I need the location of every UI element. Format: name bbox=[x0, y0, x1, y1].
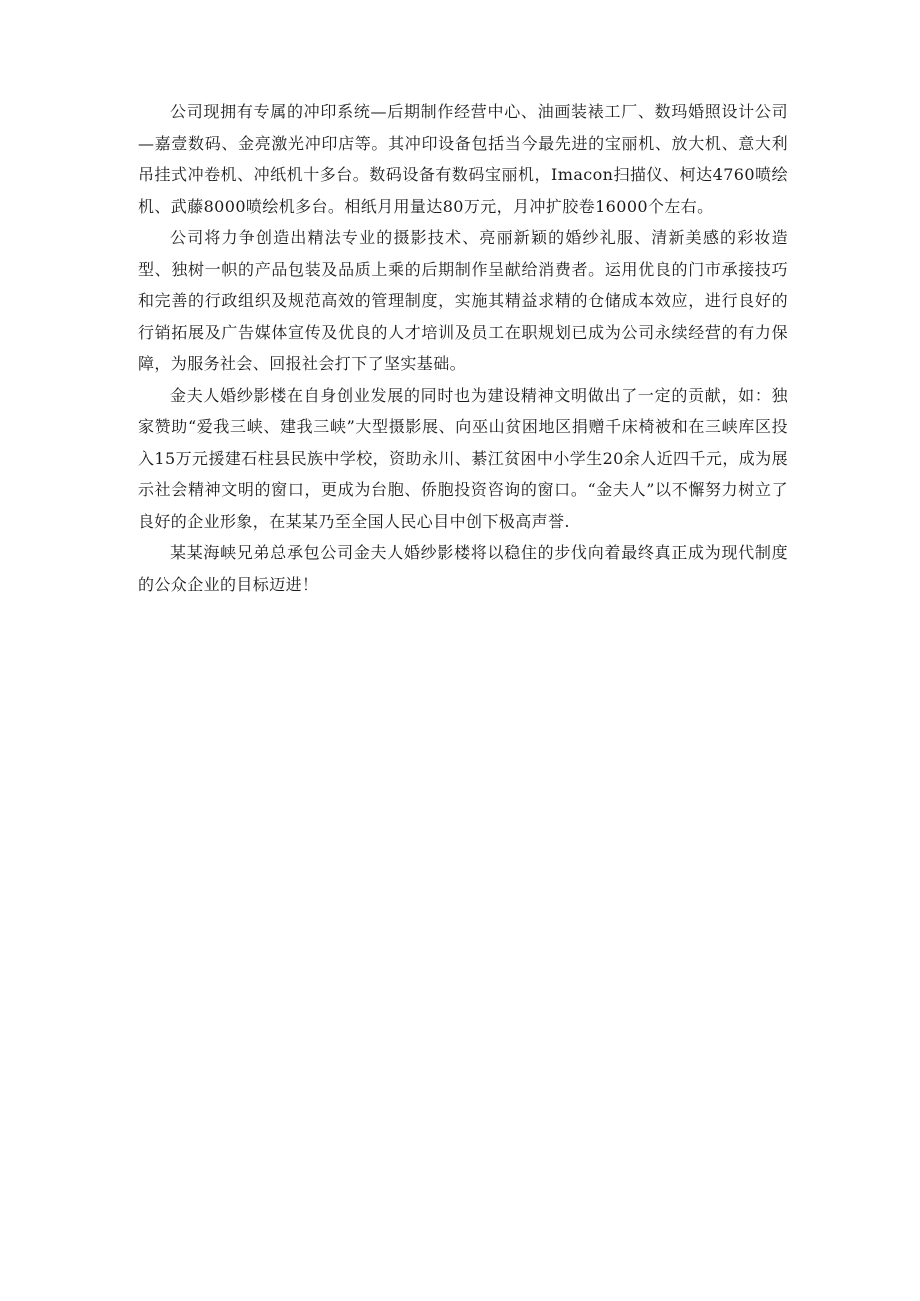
document-body bbox=[138, 96, 788, 600]
paragraph-contribution: 金夫人婚纱影楼在自身创业发展的同时也为建设精神文明做出了一定的贡献，如：独家赞助“爱我三峡、建我三峡”大型摄影展、向巫山贫困地区捐赠千床椅被和在三峡库区投入15万元援建石柱县民族中学校，资助永川、綦江贫困中小学生20余人近四千元，成为展示社会精神文明的窗口，更成为台胞、侨胞投资咨询的窗口。“金夫人”以不懈努力树立了良好的企业形象，在某某乃至全国人民心目中创下极高声誉. bbox=[138, 385, 788, 531]
paragraph-goal: 某某海峡兄弟总承包公司金夫人婚纱影楼将以稳住的步伐向着最终真正成为现代制度的公众企业的目标迈进！ bbox=[138, 543, 788, 594]
paragraph-equipment: 公司现拥有专属的冲印系统—后期制作经营中心、油画装裱工厂、数玛婚照设计公司—嘉壹数码、金亮激光冲印店等。其冲印设备包括当今最先进的宝丽机、放大机、意大利吊挂式冲卷机、冲纸机十多台。数码设备有数码宝丽机，Imacon扫描仪、柯达4760喷绘机、武藤8000喷绘机多台。相纸月用量达80万元，月冲扩胶卷16000个左右。 bbox=[138, 102, 788, 216]
paragraph-mission: 公司将力争创造出精法专业的摄影技术、亮丽新颖的婚纱礼服、清新美感的彩妆造型、独树一帜的产品包装及品质上乘的后期制作呈献给消费者。运用优良的门市承接技巧和完善的行政组织及规范高效的管理制度，实施其精益求精的仓储成本效应，进行良好的行销拓展及广告媒体宣传及优良的人才培训及员工在职规划已成为公司永续经营的有力保障，为服务社会、回报社会打下了坚实基础。 bbox=[138, 228, 788, 373]
